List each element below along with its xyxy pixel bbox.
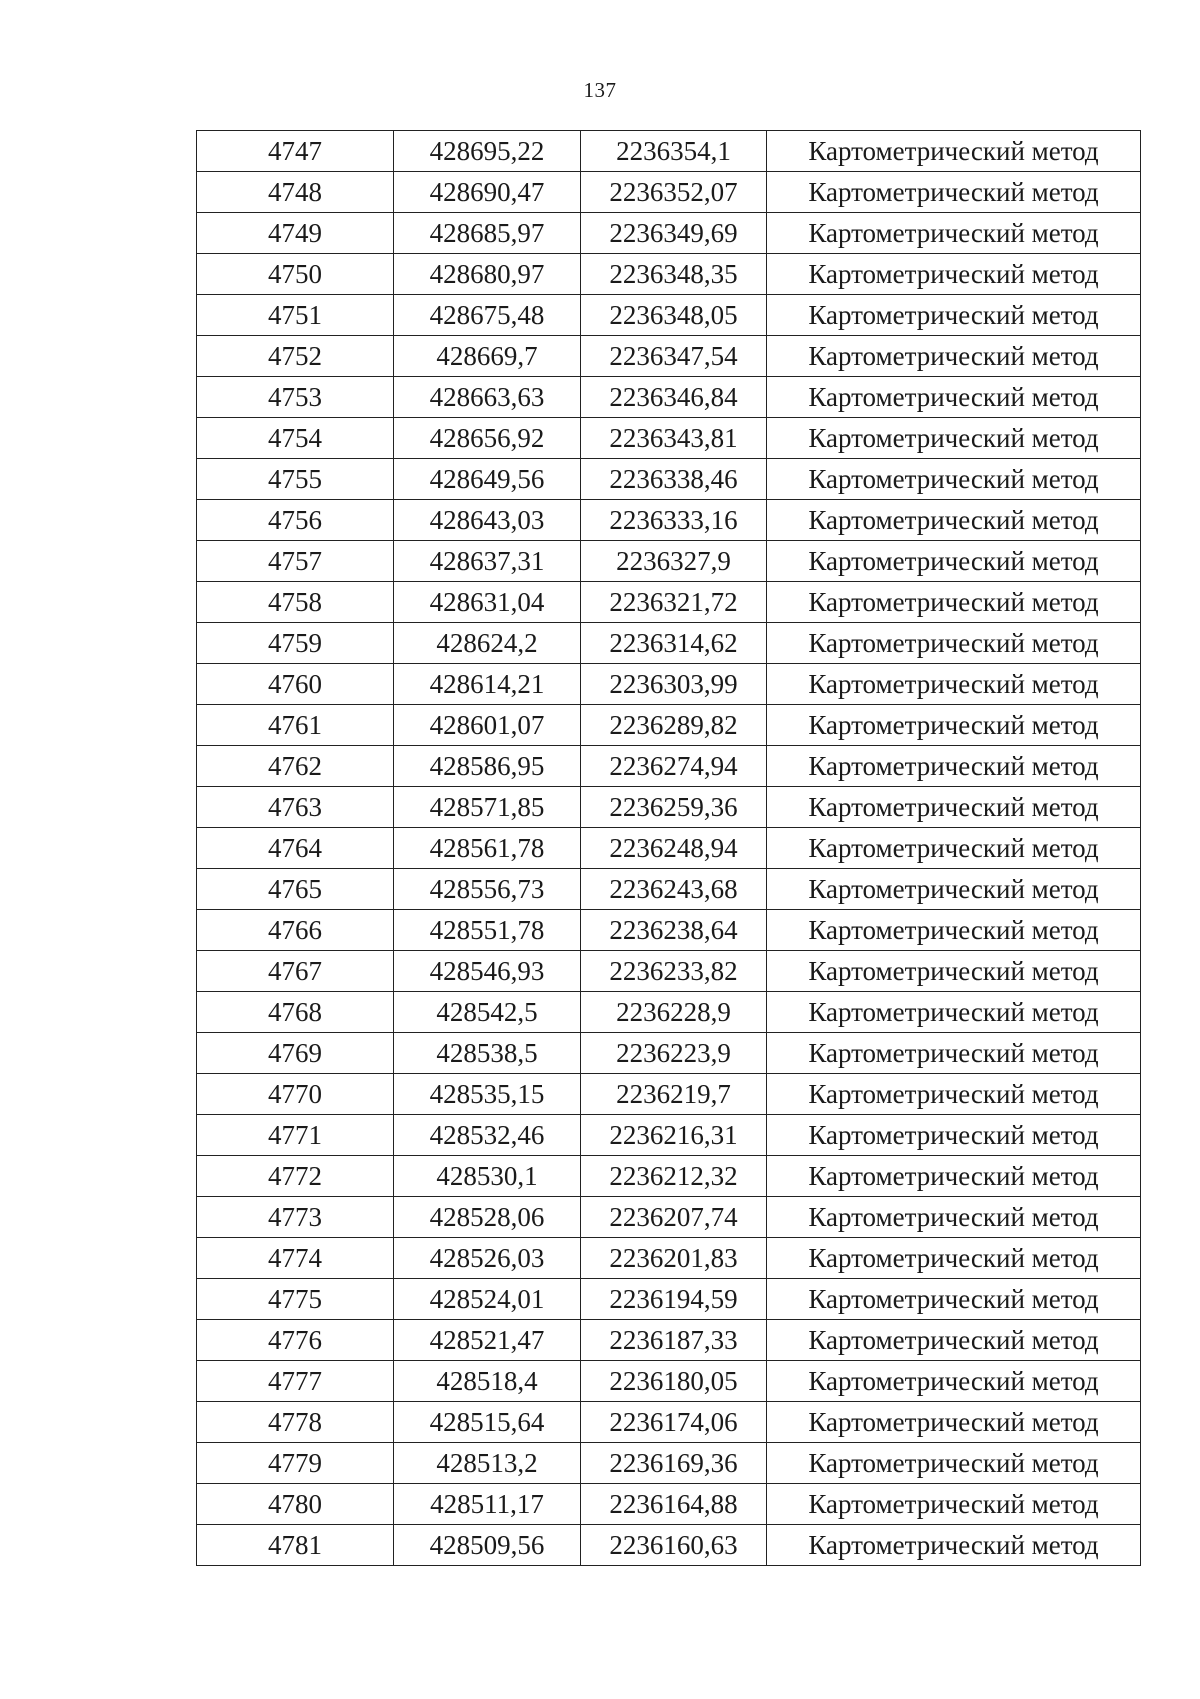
y-coordinate-cell: 2236321,72 bbox=[581, 582, 767, 623]
method-cell: Картометрический метод bbox=[767, 746, 1141, 787]
table-row bbox=[197, 254, 1141, 295]
method-cell: Картометрический метод bbox=[767, 1402, 1141, 1443]
table-row bbox=[197, 1484, 1141, 1525]
table-row bbox=[197, 336, 1141, 377]
y-coordinate-cell: 2236243,68 bbox=[581, 869, 767, 910]
x-coordinate-cell: 428532,46 bbox=[394, 1115, 581, 1156]
method-cell: Картометрический метод bbox=[767, 664, 1141, 705]
x-coordinate-cell: 428656,92 bbox=[394, 418, 581, 459]
method-cell: Картометрический метод bbox=[767, 1074, 1141, 1115]
method-cell: Картометрический метод bbox=[767, 951, 1141, 992]
y-coordinate-cell: 2236223,9 bbox=[581, 1033, 767, 1074]
point-number-cell: 4754 bbox=[197, 418, 394, 459]
method-cell: Картометрический метод bbox=[767, 1279, 1141, 1320]
y-coordinate-cell: 2236207,74 bbox=[581, 1197, 767, 1238]
point-number-cell: 4760 bbox=[197, 664, 394, 705]
y-coordinate-cell: 2236160,63 bbox=[581, 1525, 767, 1566]
point-number-cell: 4761 bbox=[197, 705, 394, 746]
y-coordinate-cell: 2236248,94 bbox=[581, 828, 767, 869]
point-number-cell: 4765 bbox=[197, 869, 394, 910]
coordinates-table-body bbox=[197, 131, 1141, 1566]
table-row bbox=[197, 992, 1141, 1033]
table-row bbox=[197, 623, 1141, 664]
table-row bbox=[197, 746, 1141, 787]
x-coordinate-cell: 428515,64 bbox=[394, 1402, 581, 1443]
y-coordinate-cell: 2236228,9 bbox=[581, 992, 767, 1033]
x-coordinate-cell: 428524,01 bbox=[394, 1279, 581, 1320]
x-coordinate-cell: 428649,56 bbox=[394, 459, 581, 500]
y-coordinate-cell: 2236174,06 bbox=[581, 1402, 767, 1443]
y-coordinate-cell: 2236238,64 bbox=[581, 910, 767, 951]
method-cell: Картометрический метод bbox=[767, 582, 1141, 623]
x-coordinate-cell: 428690,47 bbox=[394, 172, 581, 213]
x-coordinate-cell: 428561,78 bbox=[394, 828, 581, 869]
x-coordinate-cell: 428513,2 bbox=[394, 1443, 581, 1484]
x-coordinate-cell: 428535,15 bbox=[394, 1074, 581, 1115]
y-coordinate-cell: 2236352,07 bbox=[581, 172, 767, 213]
table-row bbox=[197, 705, 1141, 746]
x-coordinate-cell: 428643,03 bbox=[394, 500, 581, 541]
table-row bbox=[197, 787, 1141, 828]
y-coordinate-cell: 2236180,05 bbox=[581, 1361, 767, 1402]
point-number-cell: 4752 bbox=[197, 336, 394, 377]
point-number-cell: 4777 bbox=[197, 1361, 394, 1402]
point-number-cell: 4767 bbox=[197, 951, 394, 992]
table-row bbox=[197, 828, 1141, 869]
y-coordinate-cell: 2236216,31 bbox=[581, 1115, 767, 1156]
x-coordinate-cell: 428695,22 bbox=[394, 131, 581, 172]
table-row bbox=[197, 377, 1141, 418]
y-coordinate-cell: 2236314,62 bbox=[581, 623, 767, 664]
table-row bbox=[197, 1238, 1141, 1279]
x-coordinate-cell: 428509,56 bbox=[394, 1525, 581, 1566]
method-cell: Картометрический метод bbox=[767, 1443, 1141, 1484]
table-row bbox=[197, 1402, 1141, 1443]
method-cell: Картометрический метод bbox=[767, 500, 1141, 541]
point-number-cell: 4755 bbox=[197, 459, 394, 500]
point-number-cell: 4769 bbox=[197, 1033, 394, 1074]
method-cell: Картометрический метод bbox=[767, 869, 1141, 910]
y-coordinate-cell: 2236201,83 bbox=[581, 1238, 767, 1279]
x-coordinate-cell: 428669,7 bbox=[394, 336, 581, 377]
method-cell: Картометрический метод bbox=[767, 1156, 1141, 1197]
y-coordinate-cell: 2236348,05 bbox=[581, 295, 767, 336]
point-number-cell: 4781 bbox=[197, 1525, 394, 1566]
y-coordinate-cell: 2236219,7 bbox=[581, 1074, 767, 1115]
x-coordinate-cell: 428614,21 bbox=[394, 664, 581, 705]
method-cell: Картометрический метод bbox=[767, 213, 1141, 254]
method-cell: Картометрический метод bbox=[767, 254, 1141, 295]
method-cell: Картометрический метод bbox=[767, 1484, 1141, 1525]
table-row bbox=[197, 664, 1141, 705]
y-coordinate-cell: 2236233,82 bbox=[581, 951, 767, 992]
point-number-cell: 4748 bbox=[197, 172, 394, 213]
x-coordinate-cell: 428546,93 bbox=[394, 951, 581, 992]
method-cell: Картометрический метод bbox=[767, 828, 1141, 869]
x-coordinate-cell: 428675,48 bbox=[394, 295, 581, 336]
method-cell: Картометрический метод bbox=[767, 705, 1141, 746]
point-number-cell: 4773 bbox=[197, 1197, 394, 1238]
table-row bbox=[197, 951, 1141, 992]
table-row bbox=[197, 500, 1141, 541]
point-number-cell: 4759 bbox=[197, 623, 394, 664]
x-coordinate-cell: 428542,5 bbox=[394, 992, 581, 1033]
table-row bbox=[197, 1156, 1141, 1197]
method-cell: Картометрический метод bbox=[767, 1238, 1141, 1279]
table-row bbox=[197, 131, 1141, 172]
x-coordinate-cell: 428663,63 bbox=[394, 377, 581, 418]
y-coordinate-cell: 2236259,36 bbox=[581, 787, 767, 828]
x-coordinate-cell: 428521,47 bbox=[394, 1320, 581, 1361]
method-cell: Картометрический метод bbox=[767, 992, 1141, 1033]
table-row bbox=[197, 1361, 1141, 1402]
method-cell: Картометрический метод bbox=[767, 1320, 1141, 1361]
point-number-cell: 4775 bbox=[197, 1279, 394, 1320]
y-coordinate-cell: 2236333,16 bbox=[581, 500, 767, 541]
table-row bbox=[197, 418, 1141, 459]
method-cell: Картометрический метод bbox=[767, 541, 1141, 582]
y-coordinate-cell: 2236212,32 bbox=[581, 1156, 767, 1197]
point-number-cell: 4771 bbox=[197, 1115, 394, 1156]
x-coordinate-cell: 428538,5 bbox=[394, 1033, 581, 1074]
point-number-cell: 4763 bbox=[197, 787, 394, 828]
x-coordinate-cell: 428631,04 bbox=[394, 582, 581, 623]
point-number-cell: 4762 bbox=[197, 746, 394, 787]
method-cell: Картометрический метод bbox=[767, 623, 1141, 664]
method-cell: Картометрический метод bbox=[767, 131, 1141, 172]
y-coordinate-cell: 2236346,84 bbox=[581, 377, 767, 418]
table-row bbox=[197, 582, 1141, 623]
point-number-cell: 4776 bbox=[197, 1320, 394, 1361]
table-row bbox=[197, 1033, 1141, 1074]
method-cell: Картометрический метод bbox=[767, 459, 1141, 500]
table-row bbox=[197, 172, 1141, 213]
x-coordinate-cell: 428556,73 bbox=[394, 869, 581, 910]
x-coordinate-cell: 428526,03 bbox=[394, 1238, 581, 1279]
method-cell: Картометрический метод bbox=[767, 910, 1141, 951]
point-number-cell: 4750 bbox=[197, 254, 394, 295]
y-coordinate-cell: 2236347,54 bbox=[581, 336, 767, 377]
table-row bbox=[197, 1320, 1141, 1361]
x-coordinate-cell: 428551,78 bbox=[394, 910, 581, 951]
method-cell: Картометрический метод bbox=[767, 295, 1141, 336]
method-cell: Картометрический метод bbox=[767, 172, 1141, 213]
page-number: 137 bbox=[583, 78, 617, 102]
method-cell: Картометрический метод bbox=[767, 377, 1141, 418]
x-coordinate-cell: 428685,97 bbox=[394, 213, 581, 254]
table-row bbox=[197, 295, 1141, 336]
point-number-cell: 4772 bbox=[197, 1156, 394, 1197]
point-number-cell: 4758 bbox=[197, 582, 394, 623]
method-cell: Картометрический метод bbox=[767, 787, 1141, 828]
table-row bbox=[197, 1197, 1141, 1238]
table-row bbox=[197, 459, 1141, 500]
y-coordinate-cell: 2236194,59 bbox=[581, 1279, 767, 1320]
x-coordinate-cell: 428518,4 bbox=[394, 1361, 581, 1402]
y-coordinate-cell: 2236169,36 bbox=[581, 1443, 767, 1484]
point-number-cell: 4747 bbox=[197, 131, 394, 172]
table-row bbox=[197, 1443, 1141, 1484]
y-coordinate-cell: 2236354,1 bbox=[581, 131, 767, 172]
y-coordinate-cell: 2236327,9 bbox=[581, 541, 767, 582]
coordinates-table bbox=[196, 130, 1141, 1566]
y-coordinate-cell: 2236349,69 bbox=[581, 213, 767, 254]
x-coordinate-cell: 428528,06 bbox=[394, 1197, 581, 1238]
point-number-cell: 4780 bbox=[197, 1484, 394, 1525]
y-coordinate-cell: 2236187,33 bbox=[581, 1320, 767, 1361]
table-row bbox=[197, 1525, 1141, 1566]
point-number-cell: 4779 bbox=[197, 1443, 394, 1484]
method-cell: Картометрический метод bbox=[767, 418, 1141, 459]
y-coordinate-cell: 2236164,88 bbox=[581, 1484, 767, 1525]
point-number-cell: 4756 bbox=[197, 500, 394, 541]
y-coordinate-cell: 2236348,35 bbox=[581, 254, 767, 295]
x-coordinate-cell: 428601,07 bbox=[394, 705, 581, 746]
table-row bbox=[197, 1074, 1141, 1115]
y-coordinate-cell: 2236343,81 bbox=[581, 418, 767, 459]
x-coordinate-cell: 428586,95 bbox=[394, 746, 581, 787]
point-number-cell: 4778 bbox=[197, 1402, 394, 1443]
point-number-cell: 4757 bbox=[197, 541, 394, 582]
y-coordinate-cell: 2236338,46 bbox=[581, 459, 767, 500]
table-row bbox=[197, 1279, 1141, 1320]
point-number-cell: 4768 bbox=[197, 992, 394, 1033]
point-number-cell: 4770 bbox=[197, 1074, 394, 1115]
x-coordinate-cell: 428624,2 bbox=[394, 623, 581, 664]
point-number-cell: 4766 bbox=[197, 910, 394, 951]
method-cell: Картометрический метод bbox=[767, 336, 1141, 377]
method-cell: Картометрический метод bbox=[767, 1033, 1141, 1074]
table-row bbox=[197, 1115, 1141, 1156]
y-coordinate-cell: 2236274,94 bbox=[581, 746, 767, 787]
x-coordinate-cell: 428680,97 bbox=[394, 254, 581, 295]
point-number-cell: 4764 bbox=[197, 828, 394, 869]
point-number-cell: 4753 bbox=[197, 377, 394, 418]
x-coordinate-cell: 428637,31 bbox=[394, 541, 581, 582]
method-cell: Картометрический метод bbox=[767, 1361, 1141, 1402]
method-cell: Картометрический метод bbox=[767, 1197, 1141, 1238]
point-number-cell: 4749 bbox=[197, 213, 394, 254]
method-cell: Картометрический метод bbox=[767, 1115, 1141, 1156]
y-coordinate-cell: 2236289,82 bbox=[581, 705, 767, 746]
point-number-cell: 4751 bbox=[197, 295, 394, 336]
table-row bbox=[197, 869, 1141, 910]
x-coordinate-cell: 428511,17 bbox=[394, 1484, 581, 1525]
table-row bbox=[197, 910, 1141, 951]
table-row bbox=[197, 213, 1141, 254]
x-coordinate-cell: 428530,1 bbox=[394, 1156, 581, 1197]
x-coordinate-cell: 428571,85 bbox=[394, 787, 581, 828]
method-cell: Картометрический метод bbox=[767, 1525, 1141, 1566]
point-number-cell: 4774 bbox=[197, 1238, 394, 1279]
y-coordinate-cell: 2236303,99 bbox=[581, 664, 767, 705]
table-row bbox=[197, 541, 1141, 582]
